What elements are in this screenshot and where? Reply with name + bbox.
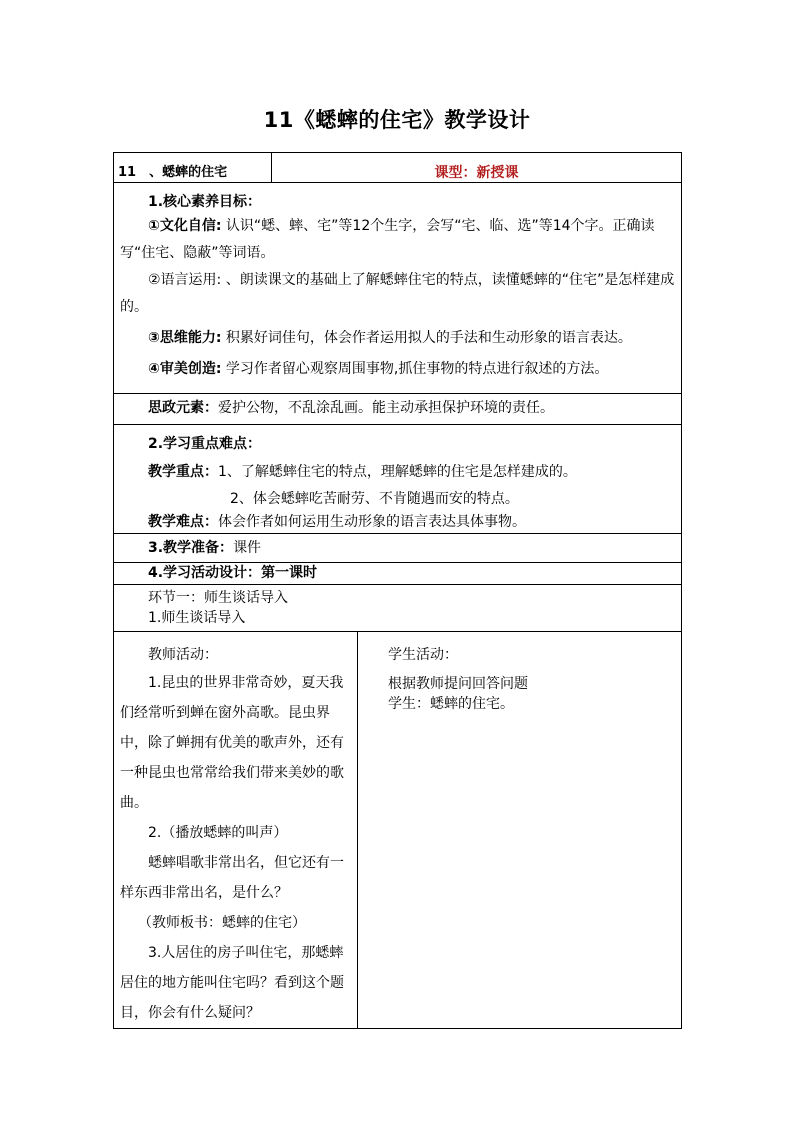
key-points-heading: 2.学习重点难点：	[148, 436, 262, 452]
ideology-cell	[114, 394, 682, 425]
teacher-activity-cell	[114, 632, 358, 1029]
goals-row	[114, 183, 682, 394]
segment-row	[114, 585, 682, 632]
lesson-type-cell: 课型：新授课	[272, 153, 682, 183]
lesson-plan-table	[113, 152, 682, 1029]
teacher-para-2: 2.（播放蟋蟀的叫声）	[148, 825, 288, 841]
student-line-2: 学生：蟋蟀的住宅。	[388, 696, 514, 712]
document-title: 11《蟋蟀的住宅》教学设计	[263, 108, 531, 132]
activities-row	[114, 632, 682, 1029]
ideology-row	[114, 394, 682, 425]
segment-sub: 1.师生谈话导入	[148, 610, 246, 626]
focus-line-1: 教学重点：1、了解蟋蟀住宅的特点，理解蟋蟀的住宅是怎样建成的。	[148, 464, 577, 480]
activity-design-cell	[114, 563, 682, 585]
segment-cell	[114, 585, 682, 632]
student-line-1: 根据教师提问回答问题	[388, 676, 528, 692]
goal-item-thinking: ③思维能力: 积累好词佳句，体会作者运用拟人的手法和生动形象的语言表达。	[148, 330, 632, 346]
goal-item-culture: ①文化自信: 认识“蟋、蟀、宅”等12个生字，会写“宅、临、选”等14个字。正确读写“住宅、隐蔽”等词语。	[120, 218, 655, 261]
key-points-row	[114, 425, 682, 534]
prep-text: 3.教学准备：课件	[148, 540, 262, 556]
teacher-para-5: 3.人居住的房子叫住宅，那蟋蟀居住的地方能叫住宅吗？看到这个题目，你会有什么疑问？	[120, 945, 344, 1021]
difficulty-line: 教学难点：体会作者如何运用生动形象的语言表达具体事物。	[148, 514, 526, 530]
activity-design-row	[114, 563, 682, 585]
teacher-para-4: （教师板书：蟋蟀的住宅）	[138, 915, 306, 931]
goals-heading: 1.核心素养目标：	[148, 194, 262, 210]
student-activity-cell	[358, 632, 682, 1029]
goal-item-language: ②语言运用: 、朗读课文的基础上了解蟋蟀住宅的特点，读懂蟋蟀的“住宅”是怎样建成的。	[120, 272, 675, 315]
key-points-cell	[114, 425, 682, 534]
student-activity-heading: 学生活动：	[388, 647, 458, 663]
prep-cell	[114, 534, 682, 563]
activity-design-text: 4.学习活动设计：第一课时	[148, 565, 318, 581]
goal-item-aesthetic: ④审美创造: 学习作者留心观察周围事物,抓住事物的特点进行叙述的方法。	[148, 361, 609, 377]
segment-title: 环节一：师生谈话导入	[148, 590, 288, 606]
prep-row	[114, 534, 682, 563]
lesson-name-cell: 11 、蟋蟀的住宅	[114, 153, 272, 183]
goals-cell	[114, 183, 682, 394]
teacher-para-1: 1.昆虫的世界非常奇妙，夏天我们经常听到蝉在窗外高歌。昆虫界中，除了蝉拥有优美的歌声外，还有一种昆虫也常常给我们带来美妙的歌曲。	[120, 675, 344, 811]
teacher-para-3: 蟋蟀唱歌非常出名，但它还有一样东西非常出名，是什么？	[120, 855, 344, 901]
ideology-text: 思政元素：爱护公物，不乱涂乱画。能主动承担保护环境的责任。	[148, 400, 554, 416]
header-row	[114, 153, 682, 183]
teacher-activity-heading: 教师活动：	[148, 647, 218, 663]
focus-line-2: 2、体会蟋蟀吃苦耐劳、不肯随遇而安的特点。	[230, 491, 519, 507]
